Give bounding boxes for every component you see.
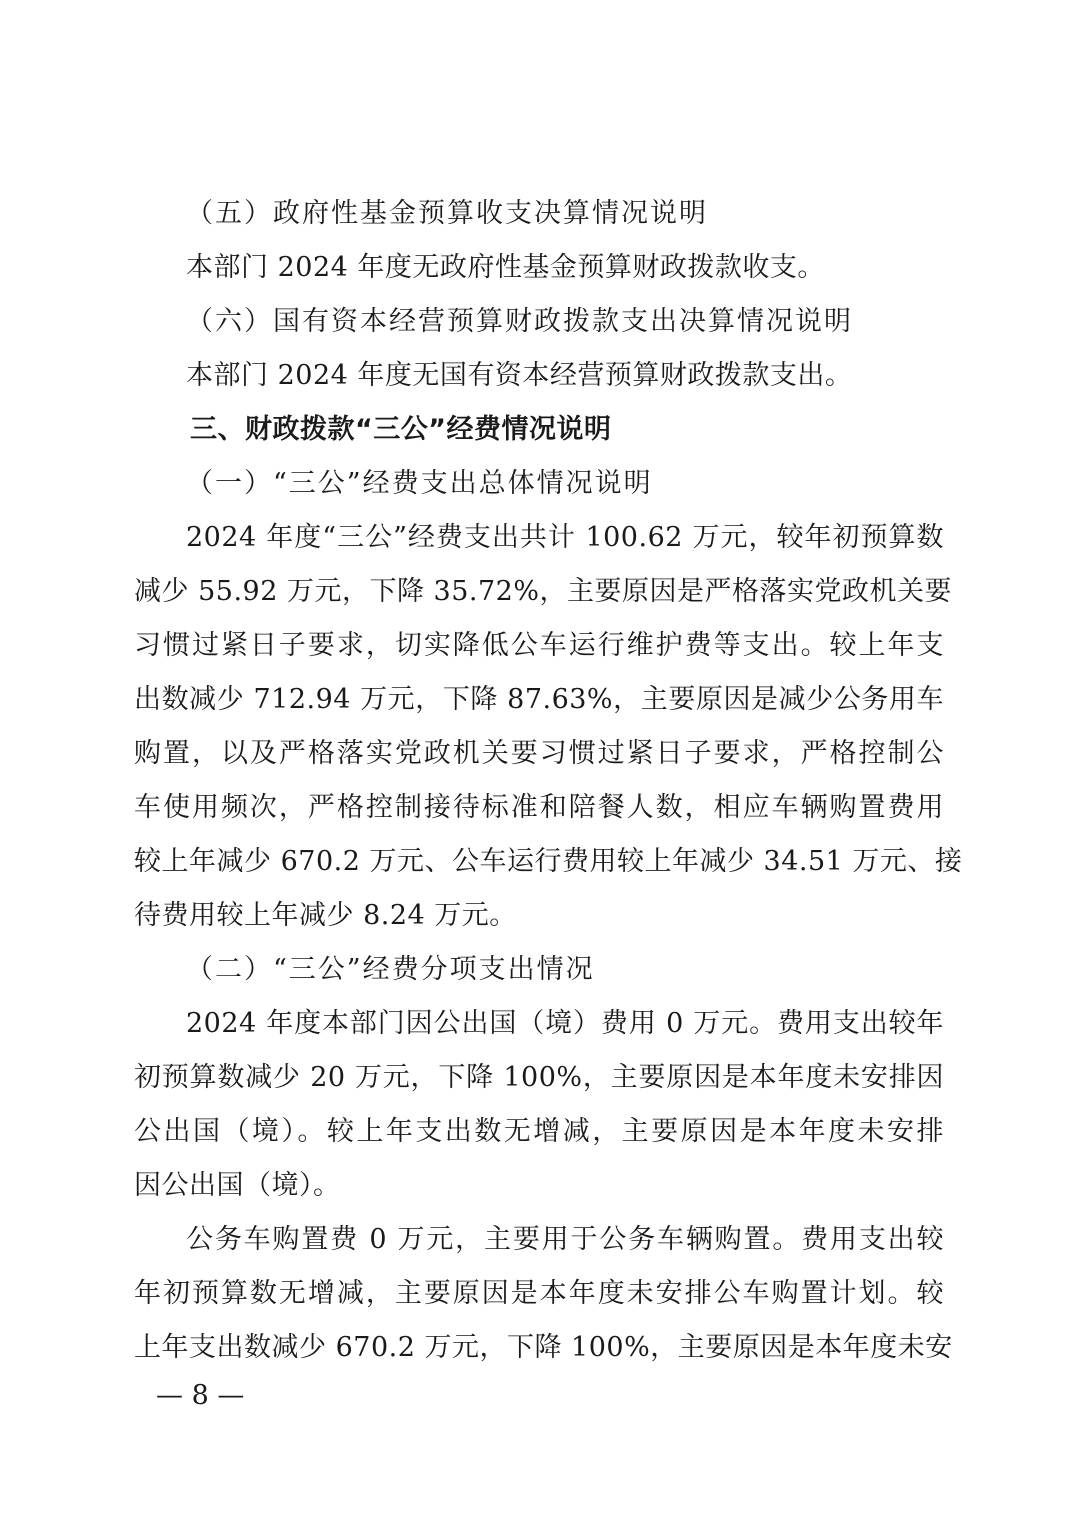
paragraph-line: 购置，以及严格落实党政机关要习惯过紧日子要求，严格控制公 (134, 738, 944, 769)
page-number: — 8 — (156, 1380, 245, 1411)
paragraph-line: 2024 年度本部门因公出国（境）费用 0 万元。费用支出较年 (186, 1008, 944, 1039)
paragraph-line: 年初预算数无增减，主要原因是本年度未安排公车购置计划。较 (134, 1278, 944, 1309)
paragraph-line: 习惯过紧日子要求，切实降低公车运行维护费等支出。较上年支 (134, 630, 944, 661)
paragraph-5: 本部门 2024 年度无政府性基金预算财政拨款收支。 (186, 252, 825, 283)
chapter-heading-3: 三、财政拨款“三公”经费情况说明 (190, 414, 612, 445)
paragraph-line: 初预算数减少 20 万元，下降 100%，主要原因是本年度未安排因 (134, 1062, 944, 1093)
paragraph-line: 上年支出数减少 670.2 万元，下降 100%，主要原因是本年度未安 (134, 1332, 953, 1363)
paragraph-6: 本部门 2024 年度无国有资本经营预算财政拨款支出。 (186, 360, 853, 391)
paragraph-line: 出数减少 712.94 万元，下降 87.63%，主要原因是减少公务用车 (134, 684, 944, 715)
section-heading-5: （五）政府性基金预算收支决算情况说明 (186, 198, 708, 229)
paragraph-line: 公务车购置费 0 万元，主要用于公务车辆购置。费用支出较 (186, 1224, 944, 1255)
paragraph-line: 减少 55.92 万元，下降 35.72%，主要原因是严格落实党政机关要 (134, 576, 952, 607)
paragraph-line: 车使用频次，严格控制接待标准和陪餐人数，相应车辆购置费用 (134, 792, 944, 823)
subheading-1: （一）“三公”经费支出总体情况说明 (186, 468, 653, 499)
paragraph-line: 较上年减少 670.2 万元、公车运行费用较上年减少 34.51 万元、接 (134, 846, 963, 877)
paragraph-line: 因公出国（境）。 (134, 1170, 341, 1201)
paragraph-line: 待费用较上年减少 8.24 万元。 (134, 900, 517, 931)
section-heading-6: （六）国有资本经营预算财政拨款支出决算情况说明 (186, 306, 853, 337)
paragraph-line: 2024 年度“三公”经费支出共计 100.62 万元，较年初预算数 (186, 522, 944, 553)
paragraph-line: 公出国（境）。较上年支出数无增减，主要原因是本年度未安排 (134, 1116, 944, 1147)
subheading-2: （二）“三公”经费分项支出情况 (186, 954, 595, 985)
